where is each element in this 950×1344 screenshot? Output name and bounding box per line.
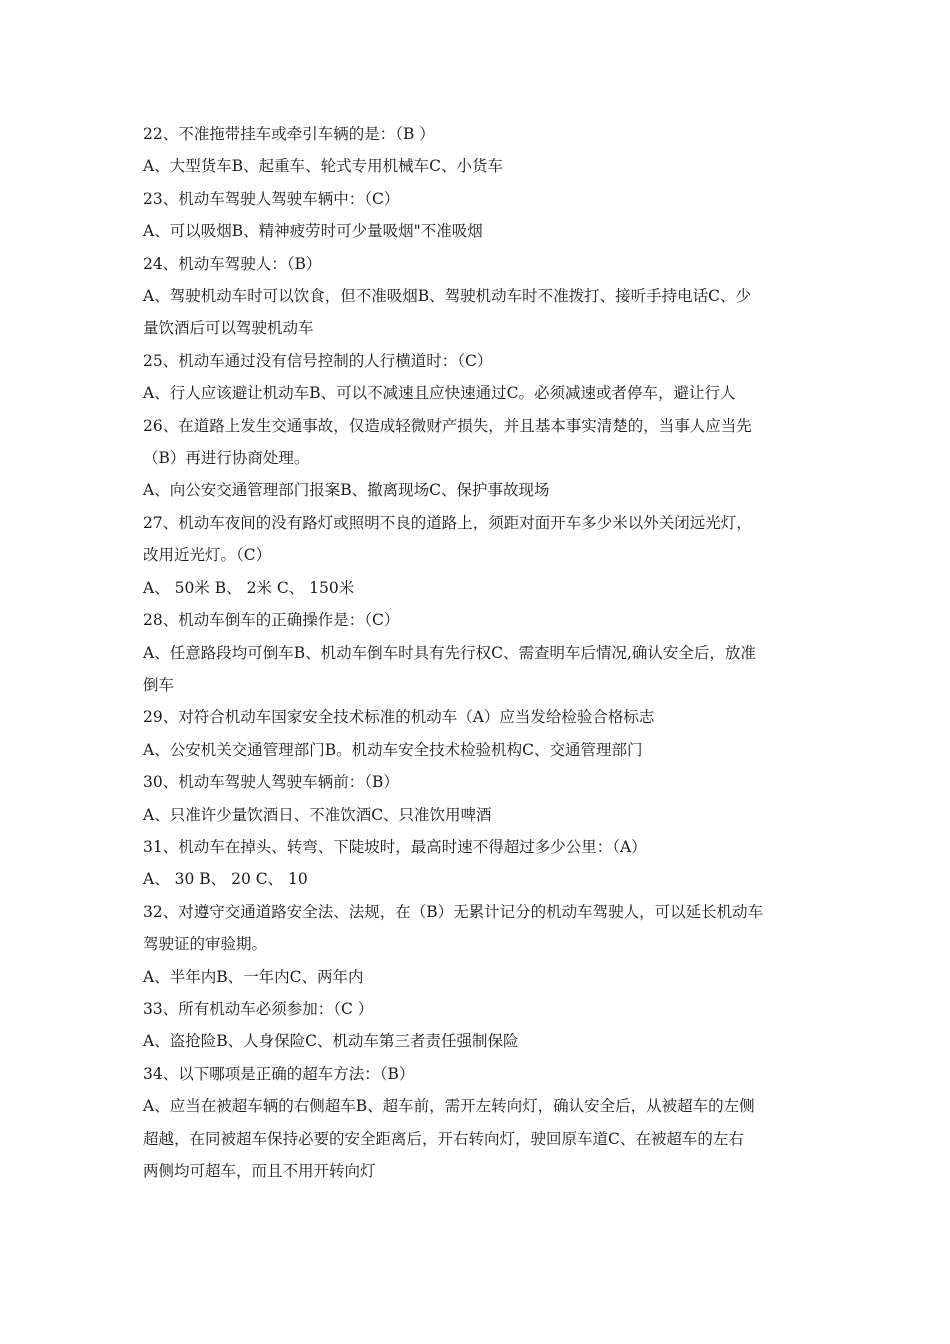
options-34-line-2: 超越，在同被超车保持必要的安全距离后，开右转向灯，驶回原车道C、在被超车的左右 [143,1129,744,1148]
question-31: 31、机动车在掉头、转弯、下陡坡时，最高时速不得超过多少公里：（A） [143,837,647,856]
options-24-line-2: 量饮酒后可以驾驶机动车 [143,319,314,338]
options-32: A、半年内B、一年内C、两年内 [143,967,364,986]
question-28: 28、机动车倒车的正确操作是：（C） [143,611,400,630]
options-34-line-1: A、应当在被超车辆的右侧超车B、超车前，需开左转向灯，确认安全后，从被超车的左侧 [143,1097,755,1116]
question-30: 30、机动车驾驶人驾驶车辆前：（B） [143,773,399,792]
question-24: 24、机动车驾驶人：（B） [143,254,322,273]
question-26-line-1: 26、在道路上发生交通事故，仅造成轻微财产损失，并且基本事实清楚的，当事人应当先 [143,416,752,435]
question-34: 34、以下哪项是正确的超车方法：（B） [143,1064,415,1083]
options-25: A、行人应该避让机动车B、可以不减速且应快速通过C。必须减速或者停车，避让行人 [143,384,736,403]
question-32-line-1: 32、对遵守交通道路安全法、法规，在（B）无累计记分的机动车驾驶人，可以延长机动车 [143,902,764,921]
question-23: 23、机动车驾驶人驾驶车辆中：（C） [143,189,400,208]
options-34-line-3: 两侧均可超车，而且不用开转向灯 [143,1162,376,1180]
options-22: A、大型货车B、起重车、轮式专用机械车C、小货车 [143,157,503,176]
question-29: 29、对符合机动车国家安全技术标准的机动车（A）应当发给检验合格标志 [143,708,655,727]
question-27-line-1: 27、机动车夜间的没有路灯或照明不良的道路上，须距对面开车多少米以外关闭远光灯， [143,513,752,532]
options-33: A、盗抢险B、人身保险C、机动车第三者责任强制保险 [143,1032,519,1051]
options-30: A、只准许少量饮酒日、不准饮酒C、只准饮用啤酒 [143,805,492,824]
options-28-line-1: A、任意路段均可倒车B、机动车倒车时具有先行权C、需查明车后情况,确认安全后，放准 [143,643,756,662]
question-22: 22、不准拖带挂车或牵引车辆的是：（B ） [143,125,435,143]
question-26-line-2: （B）再进行协商处理。 [143,449,310,468]
options-27: A、 50米 B、 2米 C、 150米 [143,578,355,597]
options-31: A、 30 B、 20 C、 10 [143,870,308,889]
question-27-line-2: 改用近光灯。（C） [143,546,272,565]
question-32-line-2: 驾驶证的审验期。 [143,935,268,954]
question-33: 33、所有机动车必须参加：（C ） [143,999,374,1018]
options-23: A、可以吸烟B、精神疲劳时可少量吸烟"不准吸烟 [143,222,483,241]
options-28-line-2: 倒车 [143,675,175,694]
options-26: A、向公安交通管理部门报案B、撤离现场C、保护事故现场 [143,481,550,500]
options-29: A、公安机关交通管理部门B。机动车安全技术检验机构C、交通管理部门 [143,740,643,759]
question-list [143,118,823,1187]
options-24-line-1: A、驾驶机动车时可以饮食，但不准吸烟B、驾驶机动车时不准拨打、接听手持电话C、少 [143,287,751,306]
question-25: 25、机动车通过没有信号控制的人行横道时：（C） [143,351,493,370]
